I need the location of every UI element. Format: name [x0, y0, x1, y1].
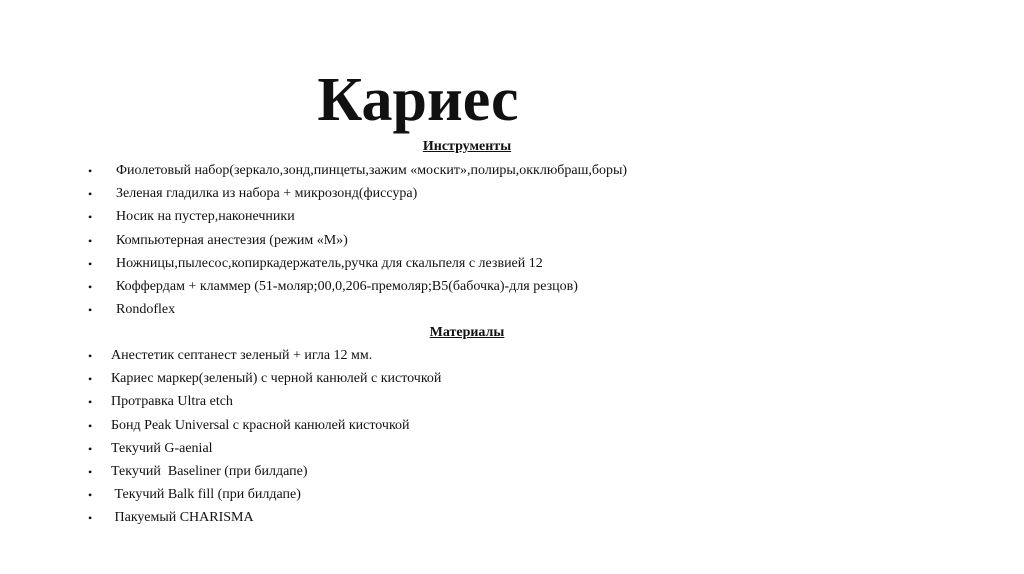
- bullet-icon: •: [88, 210, 93, 225]
- bullet-icon: •: [88, 418, 93, 433]
- bullet-icon: •: [88, 395, 93, 410]
- bullet-icon: •: [88, 372, 93, 387]
- bullet-icon: •: [88, 464, 93, 479]
- bullet-icon: •: [88, 441, 93, 456]
- bullet-icon: •: [88, 349, 93, 363]
- bullet-icon: •: [88, 256, 93, 271]
- materials-heading: Материалы: [429, 325, 505, 340]
- bullet-icon: •: [88, 233, 93, 248]
- bullet-icon: •: [88, 187, 93, 202]
- instruments-heading: Инструменты: [422, 139, 512, 154]
- bullet-icon: •: [88, 164, 93, 178]
- slide-title: Кариес: [317, 66, 519, 134]
- bullet-icon: •: [88, 488, 93, 503]
- bullet-icon: •: [88, 511, 93, 526]
- bullet-icon: •: [88, 279, 93, 294]
- bullet-icon: •: [88, 303, 93, 318]
